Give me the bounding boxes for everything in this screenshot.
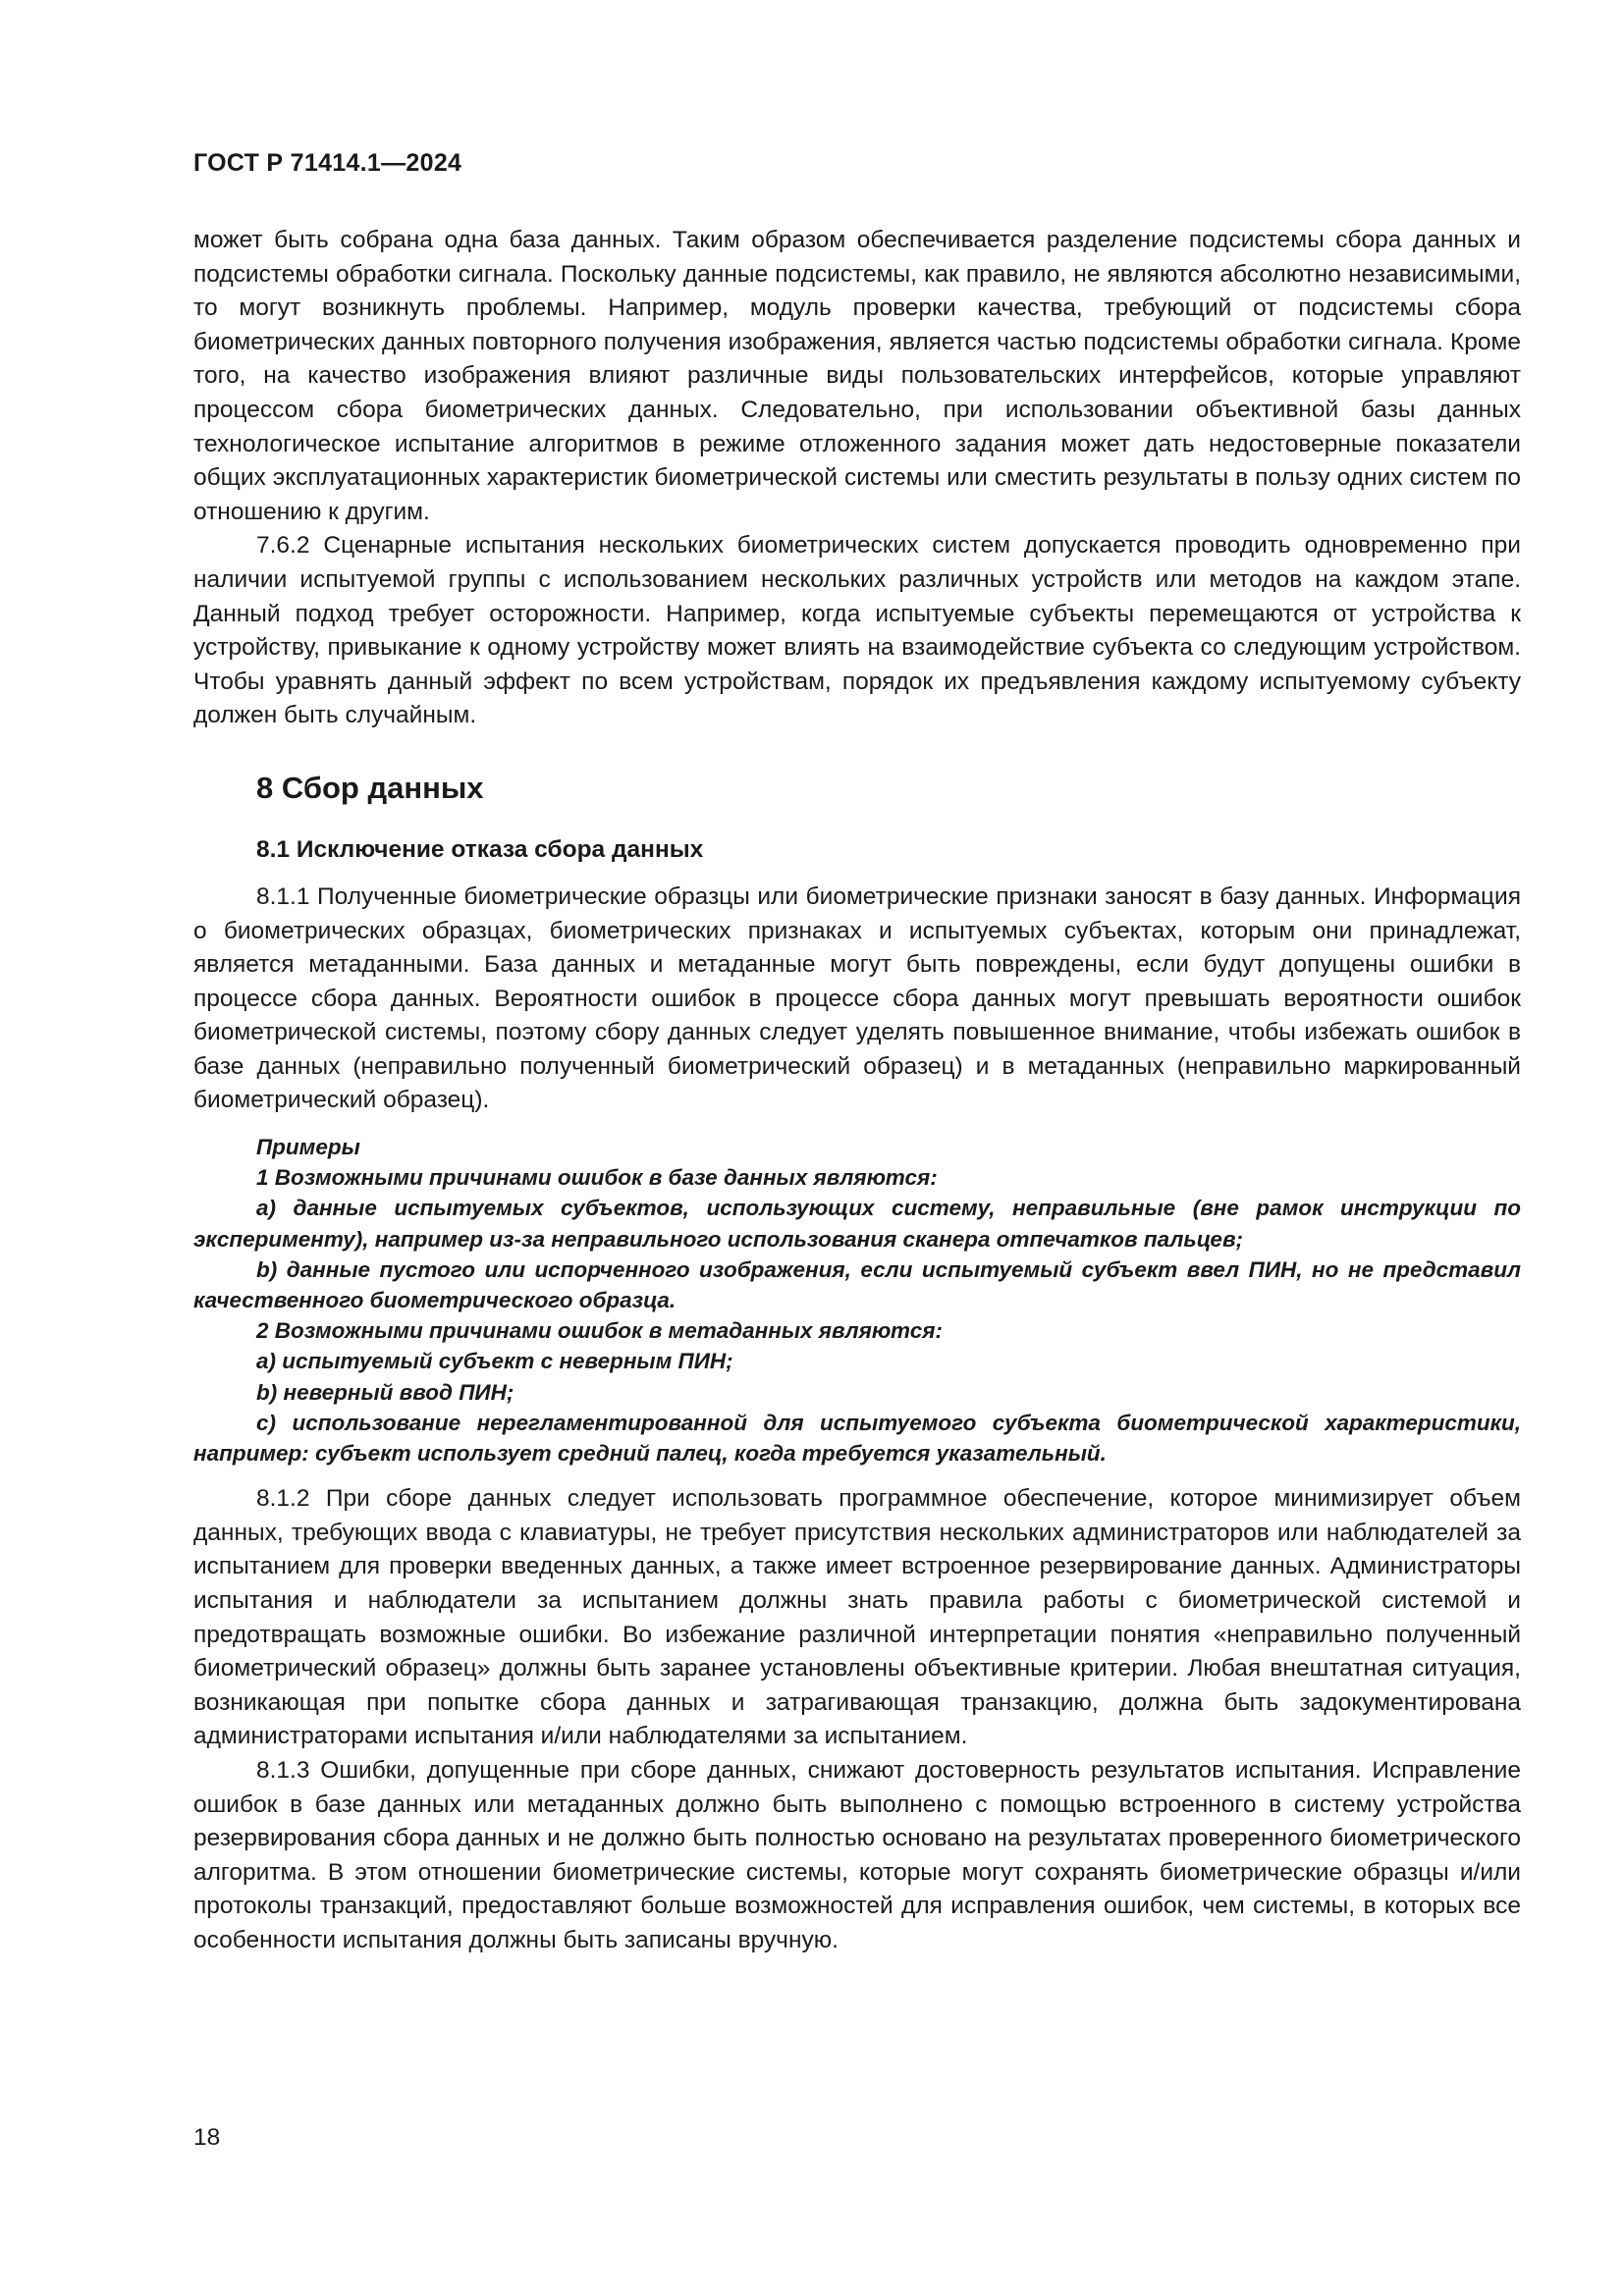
examples-title: Примеры (256, 1135, 360, 1160)
page-number: 18 (193, 2124, 221, 2151)
example-1a: а) данные испытуемых субъектов, использующих систему, неправильные (вне рамок инструкции по эксперименту), например из-за неправильного использования сканера отпечатков пальцев; (193, 1196, 1521, 1252)
document-header: ГОСТ Р 71414.1—2024 (193, 149, 462, 177)
paragraph-7-6-2: 7.6.2 Сценарные испытания нескольких биометрических систем допускается проводить одновременно при наличии испытуемой группы с использованием нескольких различных устройств или методов на каждом этапе. Данный подход требует осторожности. Например, когда испытуемые субъекты перемещаются от устройства к устройству, привыкание к одному устройству может влиять на взаимодействие субъекта со следующим устройством. Чтобы уравнять данный эффект по всем устройствам, порядок их предъявления каждому испытуемому субъекту должен быть случайным. (193, 532, 1521, 729)
example-1: 1 Возможными причинами ошибок в базе данных являются: (256, 1165, 938, 1191)
example-2: 2 Возможными причинами ошибок в метаданных являются: (256, 1318, 944, 1344)
example-2c: с) использование нерегламентированной для испытуемого субъекта биометрической характеристики, например: субъект использует средний палец, когда требуется указательный. (193, 1410, 1521, 1467)
subsection-heading-8-1: 8.1 Исключение отказа сбора данных (256, 835, 704, 863)
example-2b: b) неверный ввод ПИН; (256, 1379, 514, 1405)
example-1b: b) данные пустого или испорченного изображения, если испытуемый субъект ввел ПИН, но не представил качественного биометрического образца. (193, 1256, 1521, 1313)
paragraph-8-1-1: 8.1.1 Полученные биометрические образцы или биометрические признаки заносят в базу данных. Информация о биометрических образцах, биометрических признаках и испытуемых субъектах, которым они принадлежат, является метаданными. База данных и метаданные могут быть повреждены, если будут допущены ошибки в процессе сбора данных. Вероятности ошибок в процессе сбора данных могут превышать вероятности ошибок биометрической системы, поэтому сбору данных следует уделять повышенное внимание, чтобы избежать ошибок в базе данных (неправильно полученный биометрический образец) и в метаданных (неправильно маркированный биометрический образец). (193, 882, 1521, 1114)
paragraph-8-1-3: 8.1.3 Ошибки, допущенные при сборе данных, снижают достоверность результатов испытания. Исправление ошибок в базе данных или метаданных должно быть выполнено с помощью встроенного в систему устройства резервирования сбора данных и не должно быть полностью основано на результатах проверенного биометрического алгоритма. В этом отношении биометрические системы, которые могут сохранять биометрические образцы и/или протоколы транзакций, предоставляют больше возможностей для исправления ошибок, чем системы, в которых все особенности испытания должны быть записаны вручную. (193, 1757, 1521, 1954)
example-2a: а) испытуемый субъект с неверным ПИН; (256, 1349, 733, 1374)
section-heading-8: 8 Сбор данных (256, 770, 484, 805)
paragraph-8-1-2: 8.1.2 При сборе данных следует использовать программное обеспечение, которое минимизирует объем данных, требующих ввода с клавиатуры, не требует присутствия нескольких администраторов или наблюдателей за испытанием для проверки введенных данных, а также имеет встроенное резервирование данных. Администраторы испытания и наблюдатели за испытанием должны знать правила работы с биометрической системой и предотвращать возможные ошибки. Во избежание различной интерпретации понятия «неправильно полученный биометрический образец» должны быть заранее установлены объективные критерии. Любая внештатная ситуация, возникающая при попытке сбора данных и затрагивающая транзакцию, должна быть задокументирована администраторами испытания и/или наблюдателями за испытанием. (193, 1485, 1521, 1750)
document-body (193, 224, 1521, 1958)
paragraph-continuation: может быть собрана одна база данных. Таким образом обеспечивается разделение подсистемы сбора данных и подсистемы обработки сигнала. Поскольку данные подсистемы, как правило, не являются абсолютно независимыми, то могут возникнуть проблемы. Например, модуль проверки качества, требующий от подсистемы сбора биометрических данных повторного получения изображения, является частью подсистемы обработки сигнала. Кроме того, на качество изображения влияют различные виды пользовательских интерфейсов, которые управляют процессом сбора биометрических данных. Следовательно, при использовании объективной базы данных технологическое испытание алгоритмов в режиме отложенного задания может дать недостоверные показатели общих эксплуатационных характеристик биометрической системы или сместить результаты в пользу одних систем по отношению к другим. (193, 227, 1521, 525)
examples-block (193, 1132, 1521, 1468)
